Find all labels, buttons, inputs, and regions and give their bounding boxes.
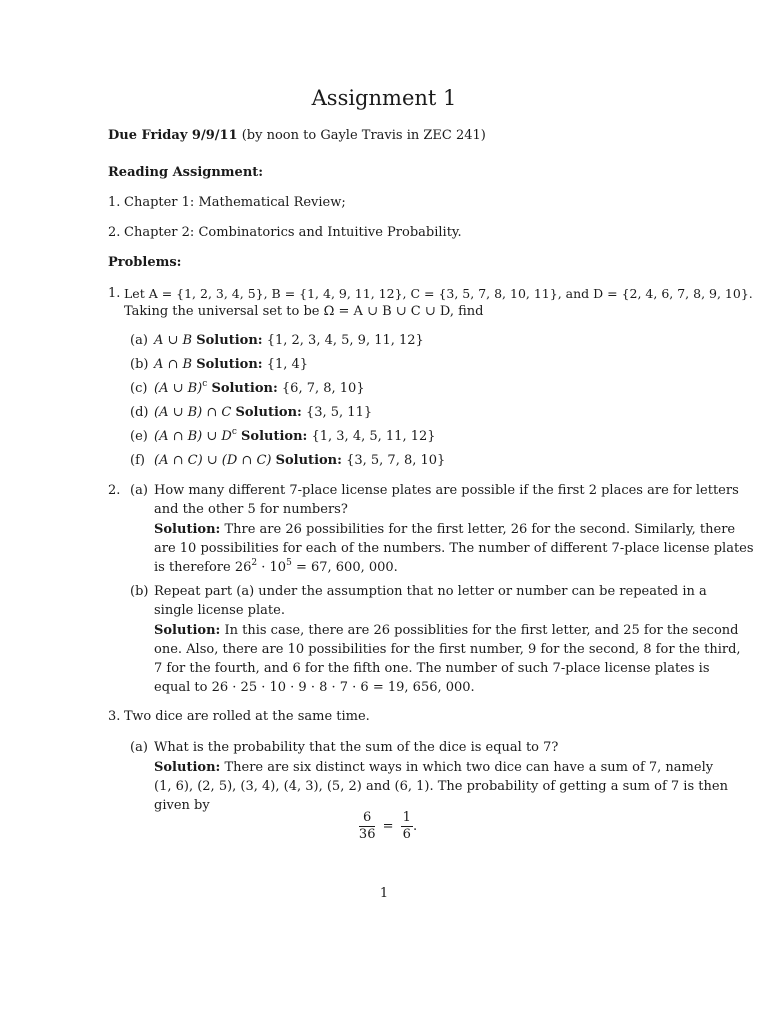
solution-label: Solution:: [196, 333, 263, 348]
set-expression: A ∩ B: [154, 357, 193, 372]
exponent: 5: [286, 557, 292, 568]
due-line: [108, 126, 486, 145]
problem-3-number: 3.: [108, 709, 121, 724]
exponent: 2: [251, 557, 258, 568]
problem-2b-question: [154, 582, 707, 620]
part-label: (a): [130, 333, 148, 348]
text-line: equal to 26 · 25 · 10 · 9 · 8 · 7 · 6 = 19, 656, 000.: [154, 680, 475, 695]
solution-label: Solution:: [241, 429, 308, 444]
problem-2a-question: [154, 481, 739, 519]
solution-answer: {1, 2, 3, 4, 5, 9, 11, 12}: [266, 333, 424, 348]
solution-answer: {6, 7, 8, 10}: [281, 381, 365, 396]
text-line: = 67, 600, 000.: [291, 560, 398, 575]
solution-label: Solution:: [275, 453, 342, 468]
part-label: (d): [130, 405, 149, 420]
display-equation: [108, 810, 668, 843]
solution-label: Solution:: [235, 405, 302, 420]
problem-2a-solution: [154, 520, 754, 577]
problem-2-number: 2.: [108, 483, 121, 498]
problem-3a-question: What is the probability that the sum of the dice is equal to 7?: [154, 740, 559, 755]
assignment-page: [108, 0, 754, 1024]
denominator: 36: [358, 827, 376, 842]
complement-superscript: c: [202, 378, 208, 389]
problem-3-text: Two dice are rolled at the same time.: [124, 709, 370, 724]
text-line: and the other 5 for numbers?: [154, 502, 348, 517]
problem-1-line: Let A = {1, 2, 3, 4, 5}, B = {1, 4, 9, 11, 12}, C = {3, 5, 7, 8, 10, 11}, and D = {2, 4, 6, 7, 8, 9, 10}.: [124, 286, 753, 301]
text-line: are 10 possibilities for each of the numbers. The number of different 7-place license plates: [154, 541, 754, 556]
text-line: Repeat part (a) under the assumption that no letter or number can be repeated in a: [154, 584, 707, 599]
solution-label: Solution:: [154, 623, 221, 638]
part-label: (c): [130, 381, 148, 396]
equals-sign: =: [382, 819, 394, 834]
numerator: 1: [402, 810, 411, 825]
item-text: Chapter 2: Combinatorics and Intuitive Probability.: [124, 225, 462, 240]
part-label: (a): [130, 740, 148, 755]
denominator: 6: [402, 827, 411, 842]
solution-label: Solution:: [211, 381, 278, 396]
solution-label: Solution:: [196, 357, 263, 372]
text-line: one. Also, there are 10 possibilities for the first number, 9 for the second, 8 for the third,: [154, 642, 741, 657]
part-label: (e): [130, 429, 148, 444]
reading-heading: Reading Assignment:: [108, 165, 264, 180]
problem-3a-solution: [154, 758, 728, 815]
text-line: Thre are 26 possibilities for the first letter, 26 for the second. Similarly, there: [224, 522, 736, 537]
due-details: (by noon to Gayle Travis in ZEC 241): [241, 128, 486, 143]
numerator: 6: [359, 810, 376, 827]
problem-1-line: Taking the universal set to be Ω = A ∪ B ∪ C ∪ D, find: [124, 304, 484, 319]
page-title: Assignment 1: [311, 86, 457, 110]
fraction: [359, 810, 376, 843]
text-line: (1, 6), (2, 5), (3, 4), (4, 3), (5, 2) and (6, 1). The probability of getting a sum of 7 is then: [154, 779, 728, 794]
item-number: 1.: [108, 195, 121, 210]
text-line: is therefore 26: [154, 560, 252, 575]
text-line: given by: [154, 798, 210, 813]
part-label: (f): [130, 453, 145, 468]
due-date: Due Friday 9/9/11: [108, 128, 238, 143]
solution-answer: {3, 5, 7, 8, 10}: [346, 453, 446, 468]
text-line: · 10: [257, 560, 287, 575]
set-expression: (A ∩ B) ∪ D: [154, 429, 232, 444]
part-label: (b): [130, 357, 149, 372]
period: .: [412, 819, 418, 834]
text-line: 7 for the fourth, and 6 for the fifth one. The number of such 7-place license plates is: [154, 661, 710, 676]
solution-answer: {1, 3, 4, 5, 11, 12}: [311, 429, 436, 444]
complement-superscript: c: [231, 426, 237, 437]
problem-number: 1.: [108, 286, 121, 301]
set-expression: (A ∪ B): [154, 381, 203, 396]
set-expression: (A ∪ B) ∩ C: [154, 405, 232, 420]
set-expression: A ∪ B: [154, 333, 193, 348]
solution-label: Solution:: [154, 760, 221, 775]
solution-answer: {3, 5, 11}: [305, 405, 373, 420]
solution-label: Solution:: [154, 522, 221, 537]
problem-2b-solution: [154, 621, 741, 697]
text-line: There are six distinct ways in which two dice can have a sum of 7, namely: [224, 760, 714, 775]
page-number: 1: [379, 886, 389, 901]
part-label: (b): [130, 584, 149, 599]
set-expression: (A ∩ C) ∪ (D ∩ C): [154, 453, 272, 468]
solution-answer: {1, 4}: [266, 357, 309, 372]
text-line: single license plate.: [154, 603, 285, 618]
part-label: (a): [130, 483, 148, 498]
item-text: Chapter 1: Mathematical Review;: [124, 195, 346, 210]
fraction: [401, 810, 413, 843]
text-line: How many different 7-place license plates are possible if the first 2 places are for letters: [154, 483, 739, 498]
text-line: In this case, there are 26 possiblities for the first letter, and 25 for the second: [224, 623, 739, 638]
item-number: 2.: [108, 225, 121, 240]
problems-heading: Problems:: [108, 255, 182, 270]
